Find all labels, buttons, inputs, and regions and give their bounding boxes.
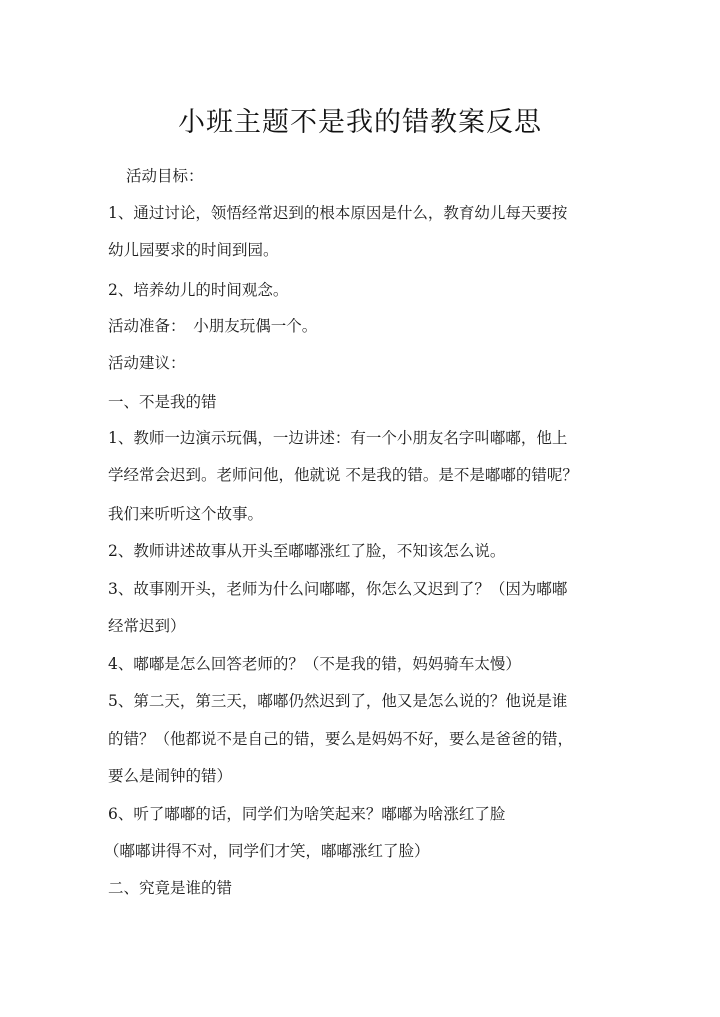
paragraph-line: 2、教师讲述故事从开头至嘟嘟涨红了脸，不知该怎么说。 xyxy=(108,542,506,560)
paragraph-line: 学经常会迟到。老师问他，他就说 不是我的错。是不是嘟嘟的错呢？ xyxy=(108,466,578,484)
paragraph-line: （嘟嘟讲得不对，同学们才笑，嘟嘟涨红了脸） xyxy=(104,842,430,860)
paragraph-line: 经常迟到） xyxy=(108,617,186,635)
paragraph-line: 要么是闹钟的错） xyxy=(108,767,233,785)
section-heading-goals: 活动目标： xyxy=(126,167,204,185)
section-heading-suggestions: 活动建议： xyxy=(108,354,186,372)
paragraph-line: 5、第二天，第三天，嘟嘟仍然迟到了，他又是怎么说的？他说是谁 xyxy=(108,692,568,710)
document-title: 小班主题不是我的错教案反思 xyxy=(178,107,542,138)
paragraph-line: 2、培养幼儿的时间观念。 xyxy=(108,281,289,299)
section-heading-preparation: 活动准备： 小朋友玩偶一个。 xyxy=(108,317,318,335)
paragraph-line: 我们来听听这个故事。 xyxy=(108,505,264,523)
section-heading-part-two: 二、究竟是谁的错 xyxy=(108,879,233,897)
paragraph-line: 6、听了嘟嘟的话，同学们为啥笑起来？嘟嘟为啥涨红了脸 xyxy=(108,805,506,823)
section-heading-part-one: 一、不是我的错 xyxy=(108,393,217,411)
paragraph-line: 的错？（他都说不是自己的错，要么是妈妈不好，要么是爸爸的错， xyxy=(108,730,574,748)
paragraph-line: 1、通过讨论，领悟经常迟到的根本原因是什么，教育幼儿每天要按 xyxy=(108,204,568,222)
paragraph-line: 1、教师一边演示玩偶，一边讲述：有一个小朋友名字叫嘟嘟，他上 xyxy=(108,429,568,447)
paragraph-line: 幼儿园要求的时间到园。 xyxy=(108,241,279,259)
paragraph-line: 3、故事刚开头，老师为什么问嘟嘟，你怎么又迟到了？（因为嘟嘟 xyxy=(108,580,568,598)
paragraph-line: 4、嘟嘟是怎么回答老师的？（不是我的错，妈妈骑车太慢） xyxy=(108,655,521,673)
